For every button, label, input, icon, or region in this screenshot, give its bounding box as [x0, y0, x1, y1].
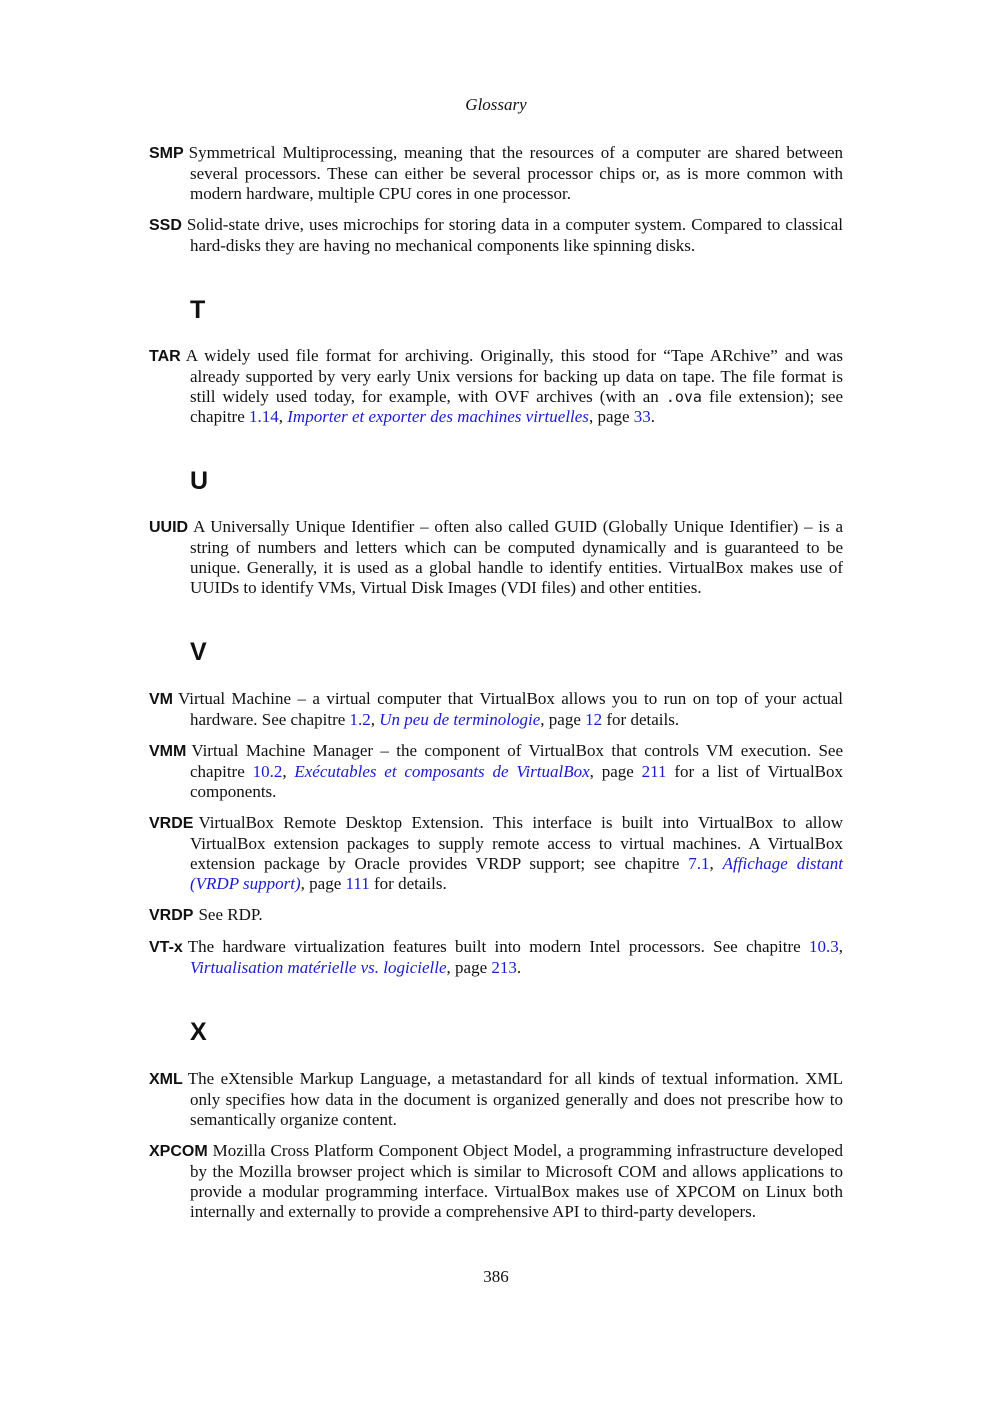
glossary-term: XML — [149, 1071, 183, 1088]
glossary-entry-tar — [149, 346, 843, 427]
glossary-definition: The eXtensible Markup Language, a metastandard for all kinds of textual information. XML only specifies how data in the document is organized generally and does not prescribe how to semantically organize content. — [187, 1069, 843, 1129]
page-ref-link[interactable]: 211 — [641, 762, 667, 781]
chapter-title-link[interactable]: Un peu de terminologie — [379, 710, 541, 729]
chapter-ref-link[interactable]: 1.2 — [349, 710, 371, 729]
glossary-entry-vm — [149, 689, 843, 730]
trailing-text: . — [650, 407, 656, 426]
section-heading-t: T — [190, 296, 206, 324]
glossary-definition: VirtualBox Remote Desktop Extension. This interface is built into VirtualBox to allow VirtualBox extension packages to supply remote access to virtual machines. A VirtualBox extension package by Oracle provides VRDP support; see chapitre — [190, 813, 843, 873]
chapter-title-link[interactable]: Importer et exporter des machines virtuelles — [287, 407, 589, 426]
page-label: , page — [446, 958, 492, 977]
page-ref-link[interactable]: 111 — [345, 874, 370, 893]
glossary-definition-cont: file extension); see chapitre — [190, 387, 843, 426]
section-heading-v: V — [190, 638, 207, 666]
page-ref-link[interactable]: 213 — [491, 958, 517, 977]
glossary-content — [149, 143, 843, 1233]
chapter-title-link[interactable]: Virtualisation matérielle vs. logicielle — [190, 958, 447, 977]
trailing-text: . — [516, 958, 522, 977]
glossary-definition: The hardware virtualization features built into modern Intel processors. See chapitre — [187, 937, 809, 956]
glossary-entry-smp — [149, 143, 843, 204]
glossary-entry-uuid — [149, 517, 843, 598]
page-label: , page — [588, 407, 634, 426]
glossary-term: VT-x — [149, 939, 183, 956]
glossary-definition: A widely used file format for archiving. Originally, this stood for “Tape ARchive” and was already supported by very early Unix versions for backing up data on tape. The file format is still widely used today, for example, with OVF archives (with an — [185, 346, 843, 406]
glossary-term: UUID — [149, 519, 189, 536]
glossary-entry-vmm — [149, 741, 843, 802]
separator: , — [282, 762, 295, 781]
glossary-term: SMP — [149, 145, 184, 162]
glossary-entry-vt-x — [149, 937, 843, 978]
separator: , — [370, 710, 380, 729]
chapter-ref-link[interactable]: 10.2 — [252, 762, 283, 781]
glossary-entry-ssd — [149, 215, 843, 256]
page-label: , page — [589, 762, 642, 781]
glossary-term: VRDP — [149, 907, 194, 924]
section-heading-x: X — [190, 1018, 207, 1046]
trailing-text: for details. — [602, 710, 680, 729]
trailing-text: for details. — [369, 874, 447, 893]
chapter-ref-link[interactable]: 1.14 — [249, 407, 279, 426]
trailing-text: for a list of VirtualBox components. — [190, 762, 844, 801]
page-label: , page — [300, 874, 346, 893]
glossary-entry-xpcom — [149, 1141, 843, 1222]
glossary-entry-vrde — [149, 813, 843, 894]
page-ref-link[interactable]: 12 — [585, 710, 603, 729]
glossary-term: VM — [149, 691, 173, 708]
glossary-definition: Mozilla Cross Platform Component Object Model, a programming infrastructure developed by the Mozilla browser project which is similar to Microsoft COM and allows applications to provide a modular programming interface. VirtualBox makes use of XPCOM on Linux both internally and externally to provide a comprehensive API to third-party developers. — [190, 1141, 843, 1221]
chapter-title-link[interactable]: Affichage distant (VRDP support) — [190, 854, 843, 893]
glossary-entry-vrdp — [149, 905, 843, 926]
glossary-term: TAR — [149, 348, 181, 365]
separator: , — [709, 854, 723, 873]
glossary-definition: Solid-state drive, uses microchips for storing data in a computer system. Compared to classical hard-disks they are having no mechanical components like spinning disks. — [186, 215, 843, 255]
separator: , — [838, 937, 843, 956]
page-label: , page — [540, 710, 586, 729]
glossary-definition: A Universally Unique Identifier – often also called GUID (Globally Unique Identifier) – is a string of numbers and letters which can be computed dynamically and is guaranteed to be unique. Generally, it is used as a global handle to identify entities. VirtualBox makes use of UUIDs to identify VMs, Virtual Disk Images (VDI files) and other entities. — [190, 517, 843, 597]
section-heading-u: U — [190, 467, 209, 495]
running-header: Glossary — [465, 95, 527, 114]
glossary-definition: Symmetrical Multiprocessing, meaning that the resources of a computer are shared between several processors. These can either be several processor chips or, as is more common with modern hardware, multiple CPU cores in one processor. — [188, 143, 843, 203]
glossary-term: SSD — [149, 217, 182, 234]
separator: , — [278, 407, 288, 426]
glossary-term: VMM — [149, 743, 187, 760]
glossary-definition: Virtual Machine Manager – the component of VirtualBox that controls VM execution. See chapitre — [190, 741, 843, 781]
glossary-definition: Virtual Machine – a virtual computer that VirtualBox allows you to run on top of your actual hardware. See chapitre — [178, 689, 843, 729]
glossary-entry-xml — [149, 1069, 843, 1130]
glossary-term: XPCOM — [149, 1143, 208, 1160]
chapter-title-link[interactable]: Exécutables et composants de VirtualBox — [294, 762, 590, 781]
glossary-term: VRDE — [149, 815, 194, 832]
page-ref-link[interactable]: 33 — [633, 407, 651, 426]
page-number: 386 — [483, 1267, 509, 1286]
chapter-ref-link[interactable]: 10.3 — [809, 937, 839, 956]
glossary-definition: See RDP. — [198, 905, 263, 924]
code-snippet: .ova — [665, 388, 702, 406]
chapter-ref-link[interactable]: 7.1 — [688, 854, 710, 873]
